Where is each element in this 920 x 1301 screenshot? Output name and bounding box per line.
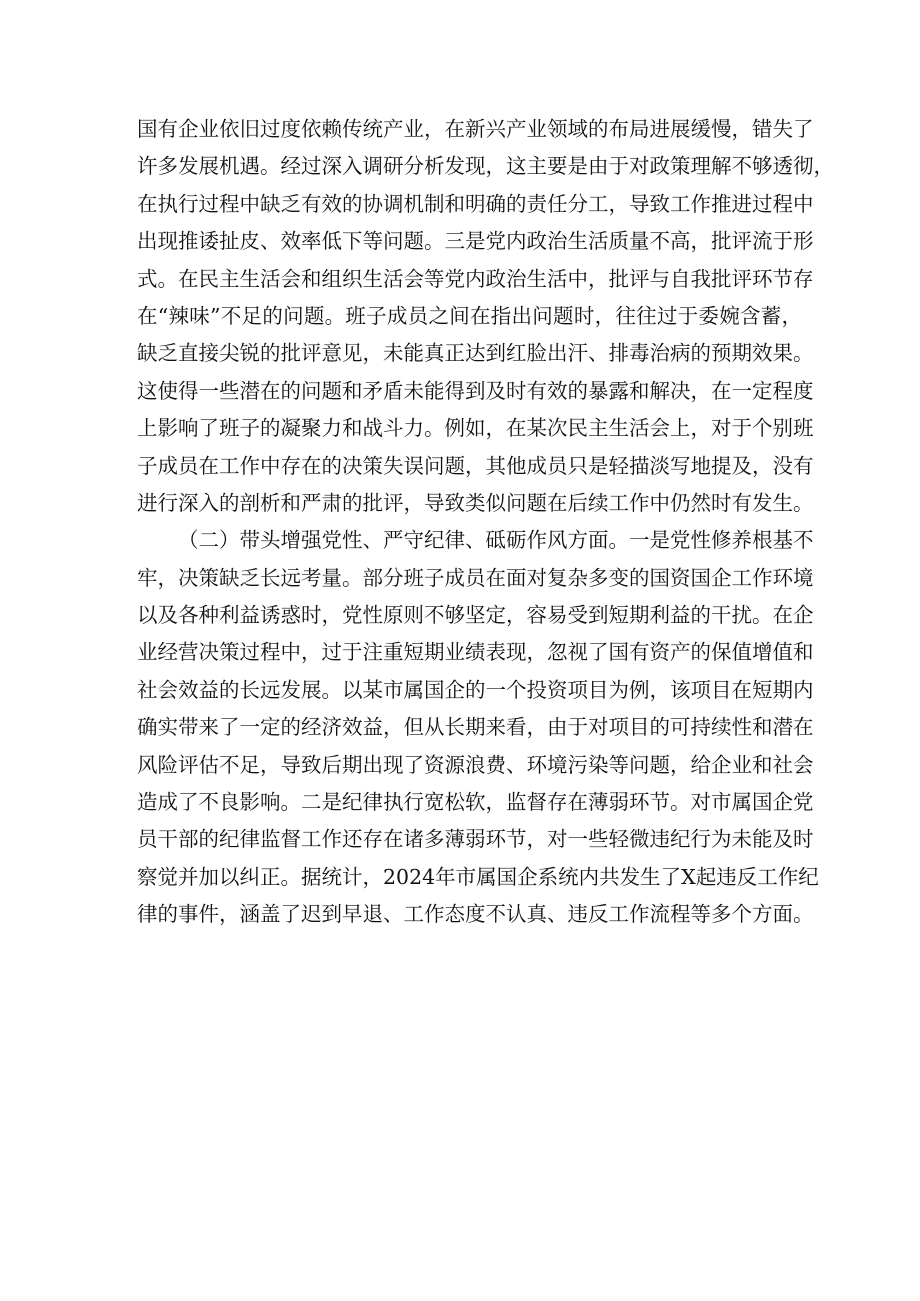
text-line: 风险评估不足，导致后期出现了资源浪费、环境污染等问题，给企业和社会	[137, 752, 814, 777]
paragraph-1	[137, 111, 834, 522]
text-line: 进行深入的剖析和严肃的批评，导致类似问题在后续工作中仍然时有发生。	[137, 490, 814, 515]
text-line: 确实带来了一定的经济效益，但从长期来看，由于对项目的可持续性和潜在	[137, 715, 814, 740]
text-line: 律的事件，涵盖了迟到早退、工作态度不认真、违反工作流程等多个方面。	[137, 902, 814, 927]
text-line: 国有企业依旧过度依赖传统产业，在新兴产业领域的布局进展缓慢，错失了	[137, 117, 814, 141]
text-line: 式。在民主生活会和组织生活会等党内政治生活中，批评与自我批评环节存	[137, 266, 814, 291]
text-line: 在执行过程中缺乏有效的协调机制和明确的责任分工，导致工作推进过程中	[137, 191, 814, 216]
text-line: 业经营决策过程中，过于注重短期业绩表现，忽视了国有资产的保值增值和	[137, 640, 814, 665]
text-line: 许多发展机遇。经过深入调研分析发现，这主要是由于对政策理解不够透彻，	[137, 154, 834, 179]
text-line: 员干部的纪律监督工作还存在诸多薄弱环节，对一些轻微违纪行为未能及时	[137, 827, 814, 852]
text-line: 在“辣味”不足的问题。班子成员之间在指出问题时，往往过于委婉含蓄，	[137, 303, 802, 328]
text-line: 出现推诿扯皮、效率低下等问题。三是党内政治生活质量不高，批评流于形	[137, 229, 814, 254]
text-line: 上影响了班子的凝聚力和战斗力。例如，在某次民主生活会上，对于个别班	[137, 416, 814, 441]
text-line: 造成了不良影响。二是纪律执行宽松软，监督存在薄弱环节。对市属国企党	[137, 790, 814, 815]
text-line: 牢，决策缺乏长远考量。部分班子成员在面对复杂多变的国资国企工作环境	[137, 565, 814, 590]
text-line: 缺乏直接尖锐的批评意见，未能真正达到红脸出汗、排毒治病的预期效果。	[137, 341, 814, 366]
text-line: 这使得一些潜在的问题和矛盾未能得到及时有效的暴露和解决，在一定程度	[137, 378, 814, 403]
text-line: 察觉并加以纠正。据统计，2024年市属国企系统内共发生了X起违反工作纪	[137, 864, 819, 889]
body-text	[137, 111, 834, 934]
text-line: 社会效益的长远发展。以某市属国企的一个投资项目为例，该项目在短期内	[137, 677, 814, 702]
paragraph-2	[137, 522, 819, 933]
text-line: （二）带头增强党性、严守纪律、砥砺作风方面。一是党性修养根基不	[178, 528, 814, 553]
text-line: 以及各种利益诱惑时，党性原则不够坚定，容易受到短期利益的干扰。在企	[137, 603, 814, 628]
text-line: 子成员在工作中存在的决策失误问题，其他成员只是轻描淡写地提及，没有	[137, 453, 814, 478]
